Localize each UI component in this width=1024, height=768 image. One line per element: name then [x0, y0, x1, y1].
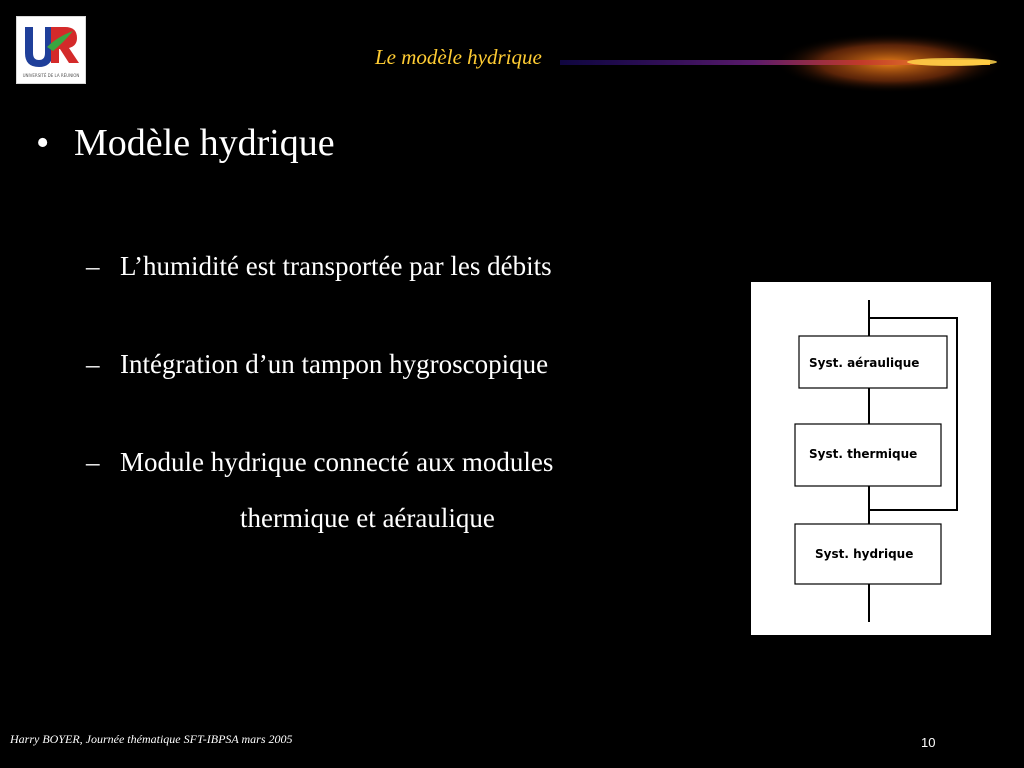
- sub-bullet-3-continuation: thermique et aéraulique: [240, 503, 495, 533]
- page-number: 10: [921, 735, 936, 750]
- slide-header-title: Le modèle hydrique: [375, 45, 542, 69]
- footer-author: Harry BOYER, Journée thématique SFT-IBPSA mars 2005: [10, 732, 293, 746]
- sub-bullet-text: Module hydrique connecté aux modules: [120, 447, 554, 477]
- box-label-hydrique: Syst. hydrique: [815, 547, 914, 561]
- box-label-thermique: Syst. thermique: [809, 447, 918, 461]
- university-logo: [16, 16, 86, 84]
- sub-bullet-2: [86, 349, 548, 380]
- main-heading: Modèle hydrique: [74, 122, 335, 164]
- main-bullet: [36, 121, 335, 165]
- system-diagram: [751, 282, 991, 635]
- bullet-symbol: •: [36, 122, 50, 164]
- dash-symbol: –: [86, 447, 100, 477]
- logo-caption: UNIVERSITÉ DE LA RÉUNION: [22, 73, 80, 78]
- sub-bullet-text: Intégration d’un tampon hygroscopique: [120, 349, 549, 379]
- sub-bullet-text: L’humidité est transportée par les débits: [120, 251, 552, 281]
- dash-symbol: –: [86, 251, 100, 281]
- dash-symbol: –: [86, 349, 100, 379]
- box-label-aeraulique: Syst. aéraulique: [809, 356, 920, 370]
- sub-bullet-1: [86, 251, 552, 282]
- header-swoosh-decoration: [560, 28, 1005, 103]
- sub-bullet-3: [86, 447, 553, 478]
